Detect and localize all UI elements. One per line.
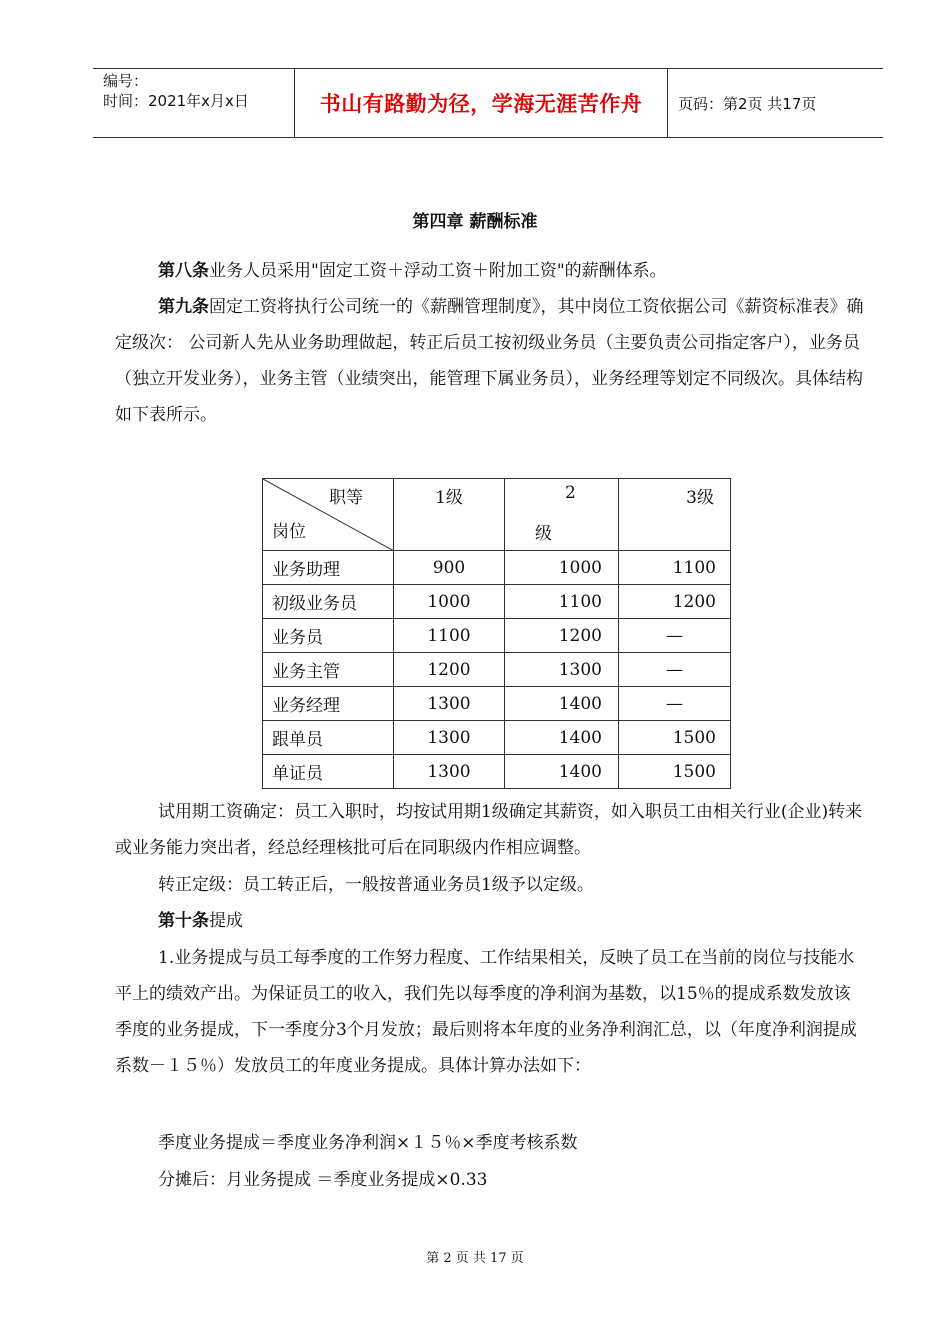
level-1-cell: 1200 bbox=[394, 653, 505, 687]
level-1-cell: 900 bbox=[394, 551, 505, 585]
position-cell: 初级业务员 bbox=[263, 585, 394, 619]
level-2-cell: 1400 bbox=[505, 721, 619, 755]
table-row bbox=[263, 687, 731, 721]
table-row bbox=[263, 585, 731, 619]
level-2-cell: 1400 bbox=[505, 687, 619, 721]
position-cell: 业务助理 bbox=[263, 551, 394, 585]
header-date-label: 时间：2021年x月x日 bbox=[103, 92, 249, 110]
table-row bbox=[263, 551, 731, 585]
level-3-header: 3级 bbox=[619, 479, 731, 551]
level-2-header-line1: 2 bbox=[565, 483, 576, 503]
level-3-cell: — bbox=[619, 653, 731, 687]
level-2-cell: 1000 bbox=[505, 551, 619, 585]
corner-top-label: 职等 bbox=[329, 488, 363, 508]
corner-bottom-label: 岗位 bbox=[272, 522, 306, 542]
table-header-row bbox=[263, 479, 731, 551]
position-cell: 业务员 bbox=[263, 619, 394, 653]
level-3-cell: 1100 bbox=[619, 551, 731, 585]
chapter-title: 第四章 薪酬标准 bbox=[412, 212, 538, 232]
commission-paragraph: 1.业务提成与员工每季度的工作努力程度、工作结果相关，反映了员工在当前的岗位与技能水平上的绩效产出。为保证员工的收入，我们先以每季度的净利润为基数，以15％的提成系数发放该季度的业务提成，下一季度分3个月发放；最后则将本年度的业务净利润汇总，以（年度净利润提成系数－１５％）发放员工的年度业务提成。具体计算办法如下： bbox=[115, 948, 857, 1076]
article-9 bbox=[115, 289, 865, 433]
level-2-cell: 1300 bbox=[505, 653, 619, 687]
header-code-label: 编号： bbox=[103, 72, 149, 90]
position-cell: 跟单员 bbox=[263, 721, 394, 755]
level-2-header bbox=[505, 479, 619, 551]
salary-table bbox=[262, 478, 731, 789]
level-1-cell: 1300 bbox=[394, 721, 505, 755]
level-2-cell: 1400 bbox=[505, 755, 619, 789]
article-8-text: 业务人员采用"固定工资＋浮动工资＋附加工资"的薪酬体系。 bbox=[209, 261, 667, 281]
level-2-header-line2: 级 bbox=[535, 524, 552, 544]
article-10-label: 第十条 bbox=[158, 911, 209, 931]
level-3-cell: 1500 bbox=[619, 755, 731, 789]
article-8 bbox=[115, 253, 865, 289]
position-cell: 业务经理 bbox=[263, 687, 394, 721]
position-cell: 单证员 bbox=[263, 755, 394, 789]
level-2-cell: 1200 bbox=[505, 619, 619, 653]
document-header bbox=[93, 68, 883, 138]
formula-quarterly: 季度业务提成＝季度业务净利润×１５％×季度考核系数 bbox=[158, 1133, 578, 1153]
article-9-label: 第九条 bbox=[158, 297, 209, 317]
level-2-cell: 1100 bbox=[505, 585, 619, 619]
position-cell: 业务主管 bbox=[263, 653, 394, 687]
article-10 bbox=[115, 903, 865, 939]
level-3-cell: 1500 bbox=[619, 721, 731, 755]
header-motto: 书山有路勤为径，学海无涯苦作舟 bbox=[295, 69, 668, 137]
table-row bbox=[263, 721, 731, 755]
trial-period-paragraph: 试用期工资确定：员工入职时，均按试用期1级确定其薪资，如入职员工由相关行业(企业)转来或业务能力突出者，经总经理核批可后在同职级内作相应调整。 bbox=[115, 802, 863, 858]
table-corner-cell bbox=[263, 479, 394, 551]
article-8-label: 第八条 bbox=[158, 261, 209, 281]
formula-monthly: 分摊后：月业务提成 ＝季度业务提成×0.33 bbox=[158, 1170, 488, 1190]
level-1-cell: 1100 bbox=[394, 619, 505, 653]
header-page-label: 页码：第2页 共17页 bbox=[678, 94, 817, 113]
table-row bbox=[263, 653, 731, 687]
table-row bbox=[263, 619, 731, 653]
level-3-cell: — bbox=[619, 619, 731, 653]
page-footer: 第 2 页 共 17 页 bbox=[426, 1251, 524, 1266]
header-meta bbox=[93, 69, 295, 137]
level-3-cell: — bbox=[619, 687, 731, 721]
regular-grade-paragraph: 转正定级：员工转正后，一般按普通业务员1级予以定级。 bbox=[158, 875, 594, 895]
level-1-cell: 1000 bbox=[394, 585, 505, 619]
level-1-header: 1级 bbox=[394, 479, 505, 551]
level-1-cell: 1300 bbox=[394, 687, 505, 721]
level-3-cell: 1200 bbox=[619, 585, 731, 619]
table-row bbox=[263, 755, 731, 789]
article-9-text: 固定工资将执行公司统一的《薪酬管理制度》，其中岗位工资依据公司《薪资标准表》确定级次： 公司新人先从业务助理做起，转正后员工按初级业务员（主要负责公司指定客户），业务员（独立开发业务），业务主管（业绩突出，能管理下属业务员），业务经理等划定不同级次。具体结构如下表所示。 bbox=[115, 297, 864, 425]
article-10-text: 提成 bbox=[209, 911, 243, 931]
level-1-cell: 1300 bbox=[394, 755, 505, 789]
